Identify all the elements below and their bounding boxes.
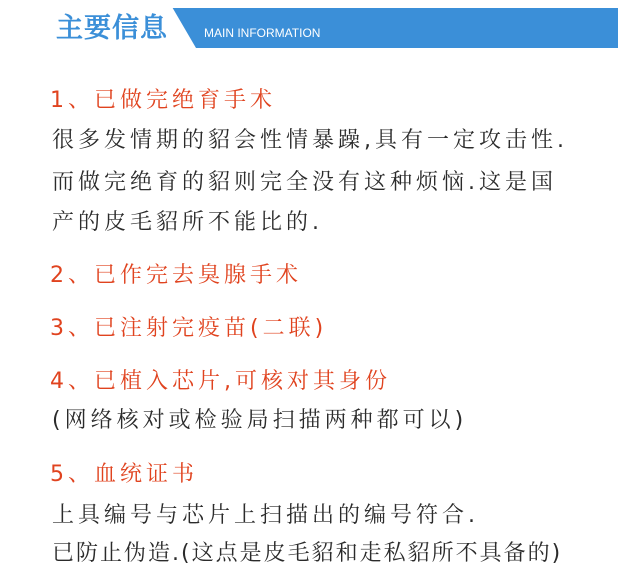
section-heading-vaccine: 3、已注射完疫苗(二联) — [50, 316, 328, 341]
section-body-line: 产的皮毛貂所不能比的. — [52, 210, 323, 235]
section-body-line: 很多发情期的貂会性情暴躁,具有一定攻击性. — [52, 128, 568, 153]
section-body-line: (网络核对或检验局扫描两种都可以) — [52, 408, 468, 433]
section-heading-microchip: 4、已植入芯片,可核对其身份 — [50, 369, 391, 394]
section-heading-descenting: 2、已作完去臭腺手术 — [50, 263, 302, 288]
page-subtitle: MAIN INFORMATION — [204, 26, 321, 40]
section-heading-sterilization: 1、已做完绝育手术 — [50, 88, 276, 113]
section-body-line: 已防止伪造.(这点是皮毛貂和走私貂所不具备的) — [52, 541, 563, 566]
section-body-line: 而做完绝育的貂则完全没有这种烦恼.这是国 — [52, 170, 557, 195]
section-body-line: 上具编号与芯片上扫描出的编号符合. — [52, 503, 479, 528]
page-title: 主要信息 — [56, 13, 168, 44]
section-heading-pedigree: 5、血统证书 — [50, 462, 198, 487]
